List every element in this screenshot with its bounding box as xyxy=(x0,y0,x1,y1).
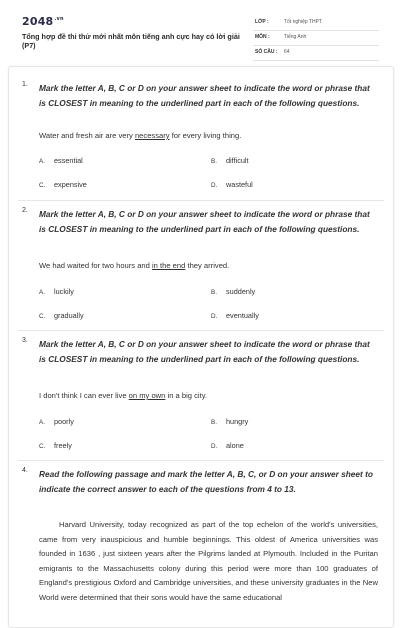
option-letter: B. xyxy=(211,158,217,165)
option-a[interactable] xyxy=(39,417,74,426)
option-text: suddenly xyxy=(226,287,256,296)
option-letter: C. xyxy=(39,313,46,320)
meta-row-subject xyxy=(253,31,379,46)
question-prompt: Mark the letter A, B, C or D on your answer sheet to indicate the word or phrase that is CLOSEST in meaning to the underlined part in each of the following questions. xyxy=(39,209,370,234)
option-text: luckily xyxy=(54,287,74,296)
option-text: hungry xyxy=(226,417,249,426)
question-prompt: Mark the letter A, B, C or D on your answer sheet to indicate the word or phrase that is CLOSEST in meaning to the underlined part in each of the following questions. xyxy=(39,339,370,364)
option-letter: C. xyxy=(39,182,46,189)
option-text: essential xyxy=(54,156,83,165)
question-number: 4. xyxy=(22,467,28,474)
sentence-end: in a big city. xyxy=(165,391,208,400)
option-d[interactable] xyxy=(211,311,259,320)
option-d[interactable] xyxy=(211,180,253,189)
question-divider xyxy=(18,200,384,201)
meta-value: Tốt nghiệp THPT xyxy=(284,19,322,25)
option-text: freely xyxy=(54,441,72,450)
page-title: Tổng hợp đề thi thử mới nhất môn tiếng anh cực hay có lời giải (P7) xyxy=(22,32,240,50)
sentence-start: We had waited for two hours and xyxy=(39,261,152,270)
option-text: eventually xyxy=(226,311,259,320)
option-letter: D. xyxy=(211,182,218,189)
option-text: poorly xyxy=(54,417,74,426)
page-header xyxy=(0,0,400,62)
option-letter: A. xyxy=(39,419,45,426)
underlined-phrase: in the end xyxy=(152,261,186,270)
option-text: difficult xyxy=(226,156,249,165)
option-b[interactable] xyxy=(211,156,249,165)
sentence-start: I don't think I can ever live xyxy=(39,391,129,400)
option-text: wasteful xyxy=(226,180,253,189)
meta-value: Tiếng Anh xyxy=(284,34,307,40)
sentence-end: they arrived. xyxy=(185,261,230,270)
option-letter: B. xyxy=(211,289,217,296)
question-number: 3. xyxy=(22,337,28,344)
sentence-end: for every living thing. xyxy=(169,131,242,140)
option-letter: A. xyxy=(39,158,45,165)
option-letter: D. xyxy=(211,443,218,450)
meta-key: LỚP : xyxy=(255,19,269,25)
question-number: 2. xyxy=(22,207,28,214)
meta-key: SỐ CÂU : xyxy=(255,49,278,55)
option-text: gradually xyxy=(54,311,84,320)
option-d[interactable] xyxy=(211,441,244,450)
meta-row-class xyxy=(253,16,379,31)
site-logo[interactable] xyxy=(22,15,64,28)
option-letter: A. xyxy=(39,289,45,296)
question-divider xyxy=(18,330,384,331)
question-divider xyxy=(18,460,384,461)
underlined-phrase: on my own xyxy=(128,391,166,400)
option-c[interactable] xyxy=(39,311,84,320)
option-c[interactable] xyxy=(39,441,72,450)
underlined-phrase: necessary xyxy=(134,131,170,140)
logo-suffix: .vn xyxy=(54,16,64,23)
option-letter: B. xyxy=(211,419,217,426)
logo-text: 2048 xyxy=(22,15,54,28)
option-letter: D. xyxy=(211,313,218,320)
sentence-start: Water and fresh air are very xyxy=(39,131,135,140)
meta-row-count xyxy=(253,46,379,61)
option-text: alone xyxy=(226,441,244,450)
question-prompt: Mark the letter A, B, C or D on your answer sheet to indicate the word or phrase that is CLOSEST in meaning to the underlined part in each of the following questions. xyxy=(39,83,370,108)
option-c[interactable] xyxy=(39,180,87,189)
question-prompt: Read the following passage and mark the letter A, B, C, or D on your answer sheet to indicate the correct answer to each of the questions from 4 to 13. xyxy=(39,469,373,494)
question-sentence xyxy=(39,261,229,270)
option-a[interactable] xyxy=(39,287,74,296)
meta-value: 64 xyxy=(284,49,290,55)
option-b[interactable] xyxy=(211,417,248,426)
meta-key: MÔN : xyxy=(255,34,270,40)
question-sentence xyxy=(39,131,241,140)
option-b[interactable] xyxy=(211,287,255,296)
option-letter: C. xyxy=(39,443,46,450)
question-sentence xyxy=(39,391,207,400)
reading-passage: Harvard University, today recognized as part of the top echelon of the world's universities, came from very inauspicious and humble beginnings. This oldest of America universities was founded in 1636 , just sixteen years after the Pilgrims landed at Plymouth. Included in the Puritan emigrants to the Massachusetts colony during this period were more than 100 graduates of England's prestigious Oxford and Cambridge universities, and these university graduates in the New World were determined that their sons would have the same educational xyxy=(39,520,378,602)
option-a[interactable] xyxy=(39,156,83,165)
option-text: expensive xyxy=(54,180,87,189)
question-number: 1. xyxy=(22,81,28,88)
